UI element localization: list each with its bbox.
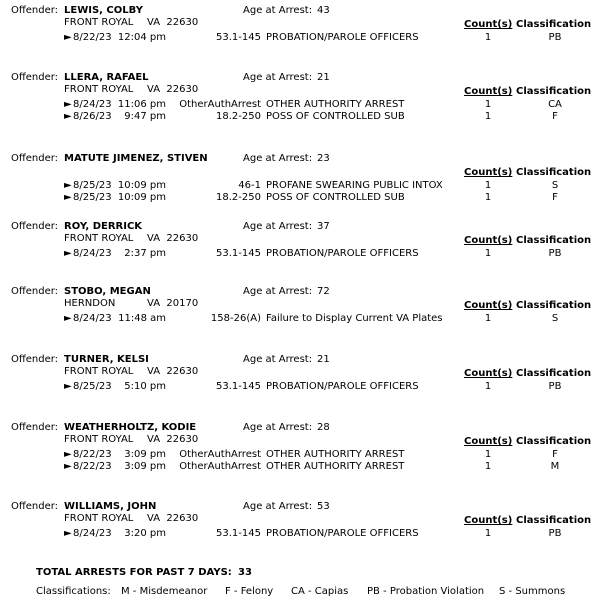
charge-count: 1 <box>484 461 492 472</box>
arrow-marker: ► <box>64 180 72 191</box>
charge-date: 8/26/23 <box>73 111 112 122</box>
offender-state-zip: VA 22630 <box>147 434 199 445</box>
charge-time: 3:09 pm <box>124 449 166 460</box>
arrow-marker: ► <box>64 449 72 460</box>
offender-label: Offender: <box>11 286 59 297</box>
charge-description: PROBATION/PAROLE OFFICERS <box>266 32 419 43</box>
charge-time: 11:48 am <box>118 313 166 324</box>
charge-date: 8/22/23 <box>73 461 112 472</box>
arrow-marker: ► <box>64 192 72 203</box>
classifications-label: Classifications: <box>36 586 111 597</box>
charge-time: 12:04 pm <box>117 32 166 43</box>
charge-time: 11:06 pm <box>117 99 166 110</box>
charge-date: 8/25/23 <box>73 180 112 191</box>
offender-state-zip: VA 20170 <box>147 298 199 309</box>
legend-item-probation-violation: PB - Probation Violation <box>367 586 485 597</box>
charge-code: OtherAuthArrest <box>179 449 261 460</box>
charge-count: 1 <box>484 248 492 259</box>
offender-label: Offender: <box>11 422 59 433</box>
charge-time: 3:09 pm <box>124 461 166 472</box>
age-label: Age at Arrest: <box>243 286 313 297</box>
classification-header: Classification <box>516 86 592 97</box>
charge-count: 1 <box>484 111 492 122</box>
charge-description: PROBATION/PAROLE OFFICERS <box>266 528 419 539</box>
charge-time: 10:09 pm <box>117 192 166 203</box>
charge-description: PROBATION/PAROLE OFFICERS <box>266 248 419 259</box>
charge-code: OtherAuthArrest <box>179 461 261 472</box>
charge-description: OTHER AUTHORITY ARREST <box>266 99 405 110</box>
offender-city: FRONT ROYAL <box>64 17 134 28</box>
offender-label: Offender: <box>11 501 59 512</box>
charge-count: 1 <box>484 192 492 203</box>
classification-header: Classification <box>516 515 592 526</box>
charge-description: OTHER AUTHORITY ARREST <box>266 461 405 472</box>
count-header: Count(s) <box>464 86 513 97</box>
age-value: 53 <box>317 501 330 512</box>
charge-classification: PB <box>548 381 562 392</box>
charge-classification: PB <box>548 32 562 43</box>
charge-code: 18.2-250 <box>216 111 261 122</box>
charge-date: 8/24/23 <box>73 248 112 259</box>
charge-code: 18.2-250 <box>216 192 261 203</box>
charge-date: 8/22/23 <box>73 449 112 460</box>
charge-classification: F <box>552 449 558 460</box>
age-label: Age at Arrest: <box>243 5 313 16</box>
charge-time: 9:47 pm <box>124 111 166 122</box>
age-value: 72 <box>317 286 330 297</box>
arrow-marker: ► <box>64 32 72 43</box>
charge-code: 53.1-145 <box>216 32 261 43</box>
offender-name: LEWIS, COLBY <box>64 5 143 16</box>
classification-header: Classification <box>516 300 592 311</box>
count-header: Count(s) <box>464 515 513 526</box>
charge-code: 53.1-145 <box>216 528 261 539</box>
arrow-marker: ► <box>64 461 72 472</box>
offender-city: FRONT ROYAL <box>64 84 134 95</box>
age-label: Age at Arrest: <box>243 153 313 164</box>
offender-name: ROY, DERRICK <box>64 221 143 232</box>
charge-classification: PB <box>548 528 562 539</box>
offender-label: Offender: <box>11 153 59 164</box>
age-value: 21 <box>317 72 330 83</box>
charge-description: OTHER AUTHORITY ARREST <box>266 449 405 460</box>
charge-date: 8/22/23 <box>73 32 112 43</box>
charge-classification: PB <box>548 248 562 259</box>
charge-code: 46-1 <box>238 180 261 191</box>
age-value: 43 <box>317 5 330 16</box>
age-label: Age at Arrest: <box>243 354 313 365</box>
offender-name: WILLIAMS, JOHN <box>64 501 157 512</box>
offender-state-zip: VA 22630 <box>147 233 199 244</box>
classification-header: Classification <box>516 368 592 379</box>
total-arrests-value: 33 <box>238 567 252 578</box>
charge-date: 8/25/23 <box>73 381 112 392</box>
offender-label: Offender: <box>11 354 59 365</box>
offender-label: Offender: <box>11 221 59 232</box>
charge-description: PROFANE SWEARING PUBLIC INTOX <box>266 180 443 191</box>
total-arrests-label: TOTAL ARRESTS FOR PAST 7 DAYS: <box>36 567 232 578</box>
charge-classification: F <box>552 192 558 203</box>
offender-name: MATUTE JIMENEZ, STIVEN <box>64 153 208 164</box>
charge-classification: S <box>551 313 559 324</box>
offender-city: FRONT ROYAL <box>64 434 134 445</box>
offender-label: Offender: <box>11 5 59 16</box>
legend-item-capias: CA - Capias <box>291 586 349 597</box>
age-label: Age at Arrest: <box>243 221 313 232</box>
count-header: Count(s) <box>464 167 513 178</box>
charge-count: 1 <box>484 528 492 539</box>
age-value: 37 <box>317 221 330 232</box>
charge-classification: M <box>550 461 560 472</box>
arrow-marker: ► <box>64 99 72 110</box>
offender-city: HERNDON <box>64 298 116 309</box>
charge-time: 5:10 pm <box>124 381 166 392</box>
charge-time: 3:20 pm <box>124 528 166 539</box>
count-header: Count(s) <box>464 19 513 30</box>
charge-description: PROBATION/PAROLE OFFICERS <box>266 381 419 392</box>
count-header: Count(s) <box>464 300 513 311</box>
charge-time: 10:09 pm <box>117 180 166 191</box>
offender-name: WEATHERHOLTZ, KODIE <box>64 422 197 433</box>
offender-name: STOBO, MEGAN <box>64 286 151 297</box>
charge-date: 8/24/23 <box>73 313 112 324</box>
offender-label: Offender: <box>11 72 59 83</box>
legend-item-misdemeanor: M - Misdemeanor <box>121 586 208 597</box>
charge-classification: S <box>551 180 559 191</box>
charge-classification: F <box>552 111 558 122</box>
charge-description: POSS OF CONTROLLED SUB <box>266 192 405 203</box>
charge-date: 8/24/23 <box>73 528 112 539</box>
charge-date: 8/25/23 <box>73 192 112 203</box>
classification-header: Classification <box>516 167 592 178</box>
count-header: Count(s) <box>464 436 513 447</box>
age-value: 23 <box>317 153 330 164</box>
charge-code: OtherAuthArrest <box>179 99 261 110</box>
arrow-marker: ► <box>64 313 72 324</box>
offender-city: FRONT ROYAL <box>64 233 134 244</box>
charge-count: 1 <box>484 381 492 392</box>
count-header: Count(s) <box>464 368 513 379</box>
classification-header: Classification <box>516 235 592 246</box>
arrow-marker: ► <box>64 528 72 539</box>
charge-code: 53.1-145 <box>216 248 261 259</box>
count-header: Count(s) <box>464 235 513 246</box>
charge-code: 158-26(A) <box>210 313 261 324</box>
charge-code: 53.1-145 <box>216 381 261 392</box>
offender-city: FRONT ROYAL <box>64 366 134 377</box>
legend-item-felony: F - Felony <box>225 586 274 597</box>
charge-time: 2:37 pm <box>124 248 166 259</box>
charge-classification: CA <box>548 99 562 110</box>
charge-count: 1 <box>484 32 492 43</box>
offender-state-zip: VA 22630 <box>147 366 199 377</box>
offender-city: FRONT ROYAL <box>64 513 134 524</box>
charge-count: 1 <box>484 180 492 191</box>
charge-count: 1 <box>484 313 492 324</box>
arrow-marker: ► <box>64 381 72 392</box>
charge-description: POSS OF CONTROLLED SUB <box>266 111 405 122</box>
charge-description: Failure to Display Current VA Plates <box>266 313 443 324</box>
age-value: 28 <box>317 422 330 433</box>
arrow-marker: ► <box>64 248 72 259</box>
offender-name: LLERA, RAFAEL <box>64 72 149 83</box>
classification-header: Classification <box>516 19 592 30</box>
offender-state-zip: VA 22630 <box>147 513 199 524</box>
age-label: Age at Arrest: <box>243 501 313 512</box>
age-label: Age at Arrest: <box>243 72 313 83</box>
arrow-marker: ► <box>64 111 72 122</box>
offender-name: TURNER, KELSI <box>64 354 149 365</box>
classification-header: Classification <box>516 436 592 447</box>
charge-date: 8/24/23 <box>73 99 112 110</box>
charge-count: 1 <box>484 99 492 110</box>
charge-count: 1 <box>484 449 492 460</box>
legend-item-summons: S - Summons <box>499 586 566 597</box>
age-value: 21 <box>317 354 330 365</box>
offender-state-zip: VA 22630 <box>147 84 199 95</box>
age-label: Age at Arrest: <box>243 422 313 433</box>
offender-state-zip: VA 22630 <box>147 17 199 28</box>
